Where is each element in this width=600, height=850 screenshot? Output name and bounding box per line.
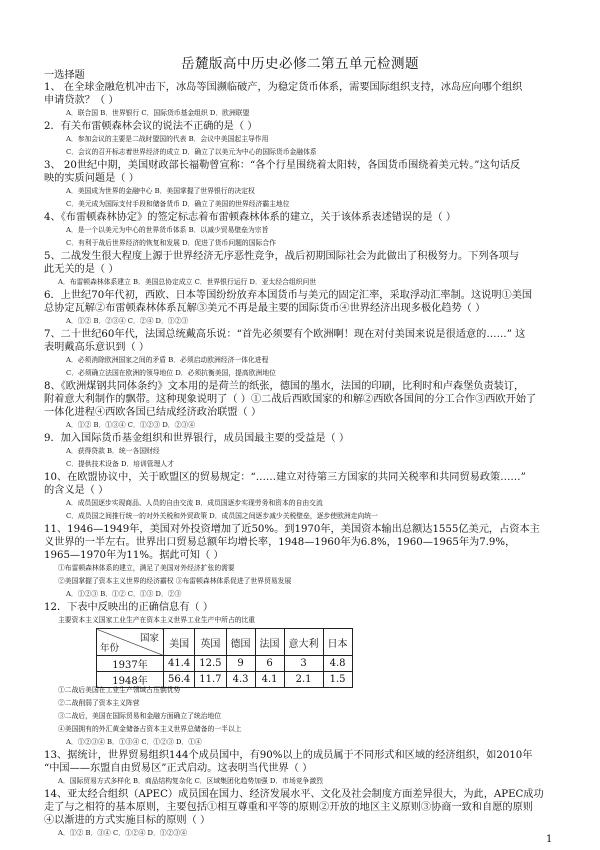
- table-cell: 4.8: [323, 656, 352, 672]
- q14-stem-cont2: ④以渐进的方式实施目标的原则（ ）: [44, 815, 211, 826]
- table-cell: 9: [226, 656, 255, 672]
- q8-stem-cont2: 一体化进程④西欧各国已结成经济政治联盟（ ）: [44, 407, 262, 418]
- q7-options-cd: C．必须确立法国在欧洲的领导地位 D．必须抗衡美国，提高欧洲地位: [66, 369, 276, 377]
- q11-statement-2-3: ②美国掌握了资本主义世界的经济霸权 ③布雷顿森林体系促进了世界贸易发展: [58, 577, 292, 585]
- column-header: 英国: [195, 629, 226, 656]
- q2-options-ab: A．参加会议的主要是二战时盟国的代表 B．会议中美国起主导作用: [66, 135, 269, 143]
- column-header: 美国: [164, 629, 195, 656]
- q12-data-table: [96, 628, 353, 688]
- q13-stem: 13、据统计，世界贸易组织144个成员国中，有90%以上的成员属于不同形式和区域的经济组织，如2010年: [44, 750, 533, 761]
- column-header: 法国: [255, 629, 284, 656]
- q6-stem: 6．上世纪70年代初，西欧、日本等国纷纷放弃本国货币与美元的固定汇率，采取浮动汇率制。这说明①美国: [44, 290, 533, 301]
- q3-stem: 3、 20世纪中期，美国财政部长福勒曾宣称：“各个行星围绕着太阳转，各国货币围绕着美元转。”这句话反: [44, 160, 521, 171]
- q3-options-cd: C．美元成为国际支付手段和储备货币 D．确立了美国的世界经济霸主地位: [66, 200, 290, 208]
- q1-stem-cont: 申请贷款？（ ）: [44, 95, 119, 106]
- table-cell: 6: [255, 656, 284, 672]
- q12-options: A．①②③④ B．①③④ C．①②③ D．①④: [66, 738, 202, 746]
- q7-stem-cont: 表明戴高乐意识到（ ）: [44, 342, 150, 353]
- q5-options: A．布雷顿森林体系建立 B．美国总协定成立 C．世界银行运行 D．亚太经合组织问世: [58, 278, 317, 286]
- q12-statement-1: ①二战后美国在工业生产领域占压倒优势: [58, 686, 181, 694]
- table-cell: 2.1: [284, 672, 323, 688]
- q1-options: A．联合国 B．世界银行 C．国际货币基金组织 D．欧洲联盟: [66, 109, 250, 117]
- q13-stem-cont: “中国——东盟自由贸易区”正式启动。这表明当代世界（ ）: [44, 763, 313, 774]
- q5-stem-cont: 此无关的是（ ）: [44, 264, 119, 275]
- table-cell: 41.4: [164, 656, 195, 672]
- table-cell: 11.7: [195, 672, 226, 688]
- q6-stem-cont: 总协定瓦解②布雷顿森林体系瓦解③美元不再是最主要的国际货币④世界经济出现多极化趋势（ ）: [44, 303, 486, 314]
- q4-options-ab: A．是一个以美元为中心的世界货币体系 B．以减少贸易壁垒为宗旨: [66, 226, 269, 234]
- column-header: 意大利: [284, 629, 323, 656]
- q14-options: A．①② B．③④ C．①②④ D．①②③④: [58, 829, 187, 837]
- row-year: 1948年: [97, 672, 164, 688]
- column-header: 德国: [226, 629, 255, 656]
- q10-options-cd: C．成员国之间推行统一的对外关税和外贸政策 D．成员国之间逐步减少关税壁垒，逐步使欧洲走向统一: [66, 512, 378, 520]
- q10-options-ab: A．成员国逐步实现商品、人员的自由交流 B．成员国逐步实现劳务和资本的自由交流: [66, 499, 323, 507]
- q4-options-cd: C．有利于战后世界经济的恢复和发展 D．促进了货币问题的国际合作: [66, 239, 276, 247]
- q14-stem: 14、亚太经合组织（APEC）成员国在国力、经济发展水平、文化及社会制度方面差异很大，为此，APEC成功: [44, 789, 544, 800]
- q12-table-caption: 主要资本主义国家工业生产在资本主义世界工业生产中所占的比重: [58, 616, 256, 624]
- q7-stem: 7、二十世纪60年代，法国总统戴高乐说：“首先必须要有个欧洲啊！现在对付美国来说是很适意的……” 这: [44, 329, 526, 340]
- q9-options-cd: C．提供技术设备 D．培训管理人才: [66, 460, 174, 468]
- q12-statement-4: ④美国拥有的外汇黄金储备占资本主义世界总储备的一半以上: [58, 725, 242, 733]
- q10-stem: 10、在欧盟协议中，关于欧盟区的贸易规定：“……建立对待第三方国家的共同关税率和共同贸易政策……”: [44, 472, 526, 483]
- corner-label-country: 国家: [139, 633, 159, 644]
- q1-stem: 1、 在全球金融危机冲击下，冰岛等国濒临破产，为稳定货币体系，需要国际组织支持，冰岛应向哪个组织: [44, 82, 523, 93]
- q6-options: A．①② B．②③④ C．②④ D．①②③: [66, 317, 189, 325]
- table-cell: 12.5: [195, 656, 226, 672]
- q10-stem-cont: 的含义是（ ）: [44, 485, 109, 496]
- q14-stem-cont: 走了与之相符的基本原则，主要包括①相互尊重和平等的原则②开放的地区主义原则③协商一致和自愿的原则: [44, 802, 533, 813]
- table-cell: 4.3: [226, 672, 255, 688]
- table-cell: 4.1: [255, 672, 284, 688]
- section-heading: 一选择题: [44, 70, 85, 81]
- table-cell: 1.5: [323, 672, 352, 688]
- table-corner-cell: [97, 629, 164, 656]
- table-header-row: [97, 629, 353, 656]
- document-title: 岳麓版高中历史必修二第五单元检测题: [181, 56, 419, 72]
- q5-stem: 5、二战发生很大程度上源于世界经济无序恶性竞争，战后初期国际社会为此做出了积极努力。下列各项与: [44, 251, 520, 262]
- q2-options-cd: C．会议的召开标志着世界经济的成立 D．确立了以美元为中心的国际货币金融体系: [66, 148, 317, 156]
- q9-options-ab: A．获得贷款 B．统一各国财经: [66, 447, 160, 455]
- q7-options-ab: A．必须消除欧洲国家之间的矛盾 B．必须启动欧洲经济一体化进程: [66, 356, 269, 364]
- q11-stem-cont2: 1965—1970年为11%。据此可知（ ）: [44, 550, 224, 561]
- q11-options: A．①②③ B．①② C．①③ D．②③: [66, 590, 182, 598]
- row-year: 1937年: [97, 656, 164, 672]
- q8-options: A．①② B．①③④ C．①②③ D．②③④: [66, 421, 195, 429]
- q11-statement-1: ①布雷顿森林体系的建立，满足了美国对外经济扩张的需要: [58, 564, 235, 572]
- q11-stem: 11、1946—1949年，美国对外投资增加了近50%。到1970年，美国资本输出总额达1555亿美元，占资本主: [44, 524, 540, 535]
- q4-stem: 4、《布雷顿森林协定》的签定标志着布雷顿森林体系的建立，关于该体系表述错误的是（ ）: [44, 212, 457, 223]
- q3-options-ab: A．美国成为世界的金融中心 B．美国掌握了世界银行的决定权: [66, 187, 255, 195]
- q12-stem: 12．下表中反映出的正确信息有（ ）: [44, 602, 214, 613]
- q12-statement-2: ②二战削弱了资本主义阵营: [58, 699, 140, 707]
- table-row: [97, 656, 353, 672]
- q12-statement-3: ③二战后，美国在国际贸易和金融方面确立了统治地位: [58, 712, 222, 720]
- q2-stem: 2．有关布雷顿森林会议的说法不正确的是（ ）: [44, 121, 258, 132]
- column-header: 日本: [323, 629, 352, 656]
- q13-options: A．国际贸易方式多样化 B．商品结构复杂化 C．区域集团化趋势加强 D．市场竞争激烈: [58, 777, 323, 785]
- q9-stem: 9．加入国际货币基金组织和世界银行，成员国最主要的受益是（ ）: [44, 433, 350, 444]
- q11-stem-cont: 义世界的一半左右。世界出口贸易总额年均增长率，1948—1960年为6.8%，1960—1965年为7.9%，: [44, 537, 516, 548]
- corner-label-year: 年份: [100, 643, 120, 654]
- table-cell: 56.4: [164, 672, 195, 688]
- q3-stem-cont: 映的实质问题是（ ）: [44, 173, 139, 184]
- q8-stem: 8、《欧洲煤钢共同体条约》文本用的是荷兰的纸张，德国的墨水，法国的印刷，比利时和卢森堡负责装订，: [44, 381, 525, 392]
- q8-stem-cont: 附着意大利制作的飘带。这种现象说明了（ ）①二战后西欧国家的和解②西欧各国间的分工合作③西欧开始了: [44, 394, 537, 405]
- page-number: 1: [546, 834, 553, 845]
- table-cell: 3: [284, 656, 323, 672]
